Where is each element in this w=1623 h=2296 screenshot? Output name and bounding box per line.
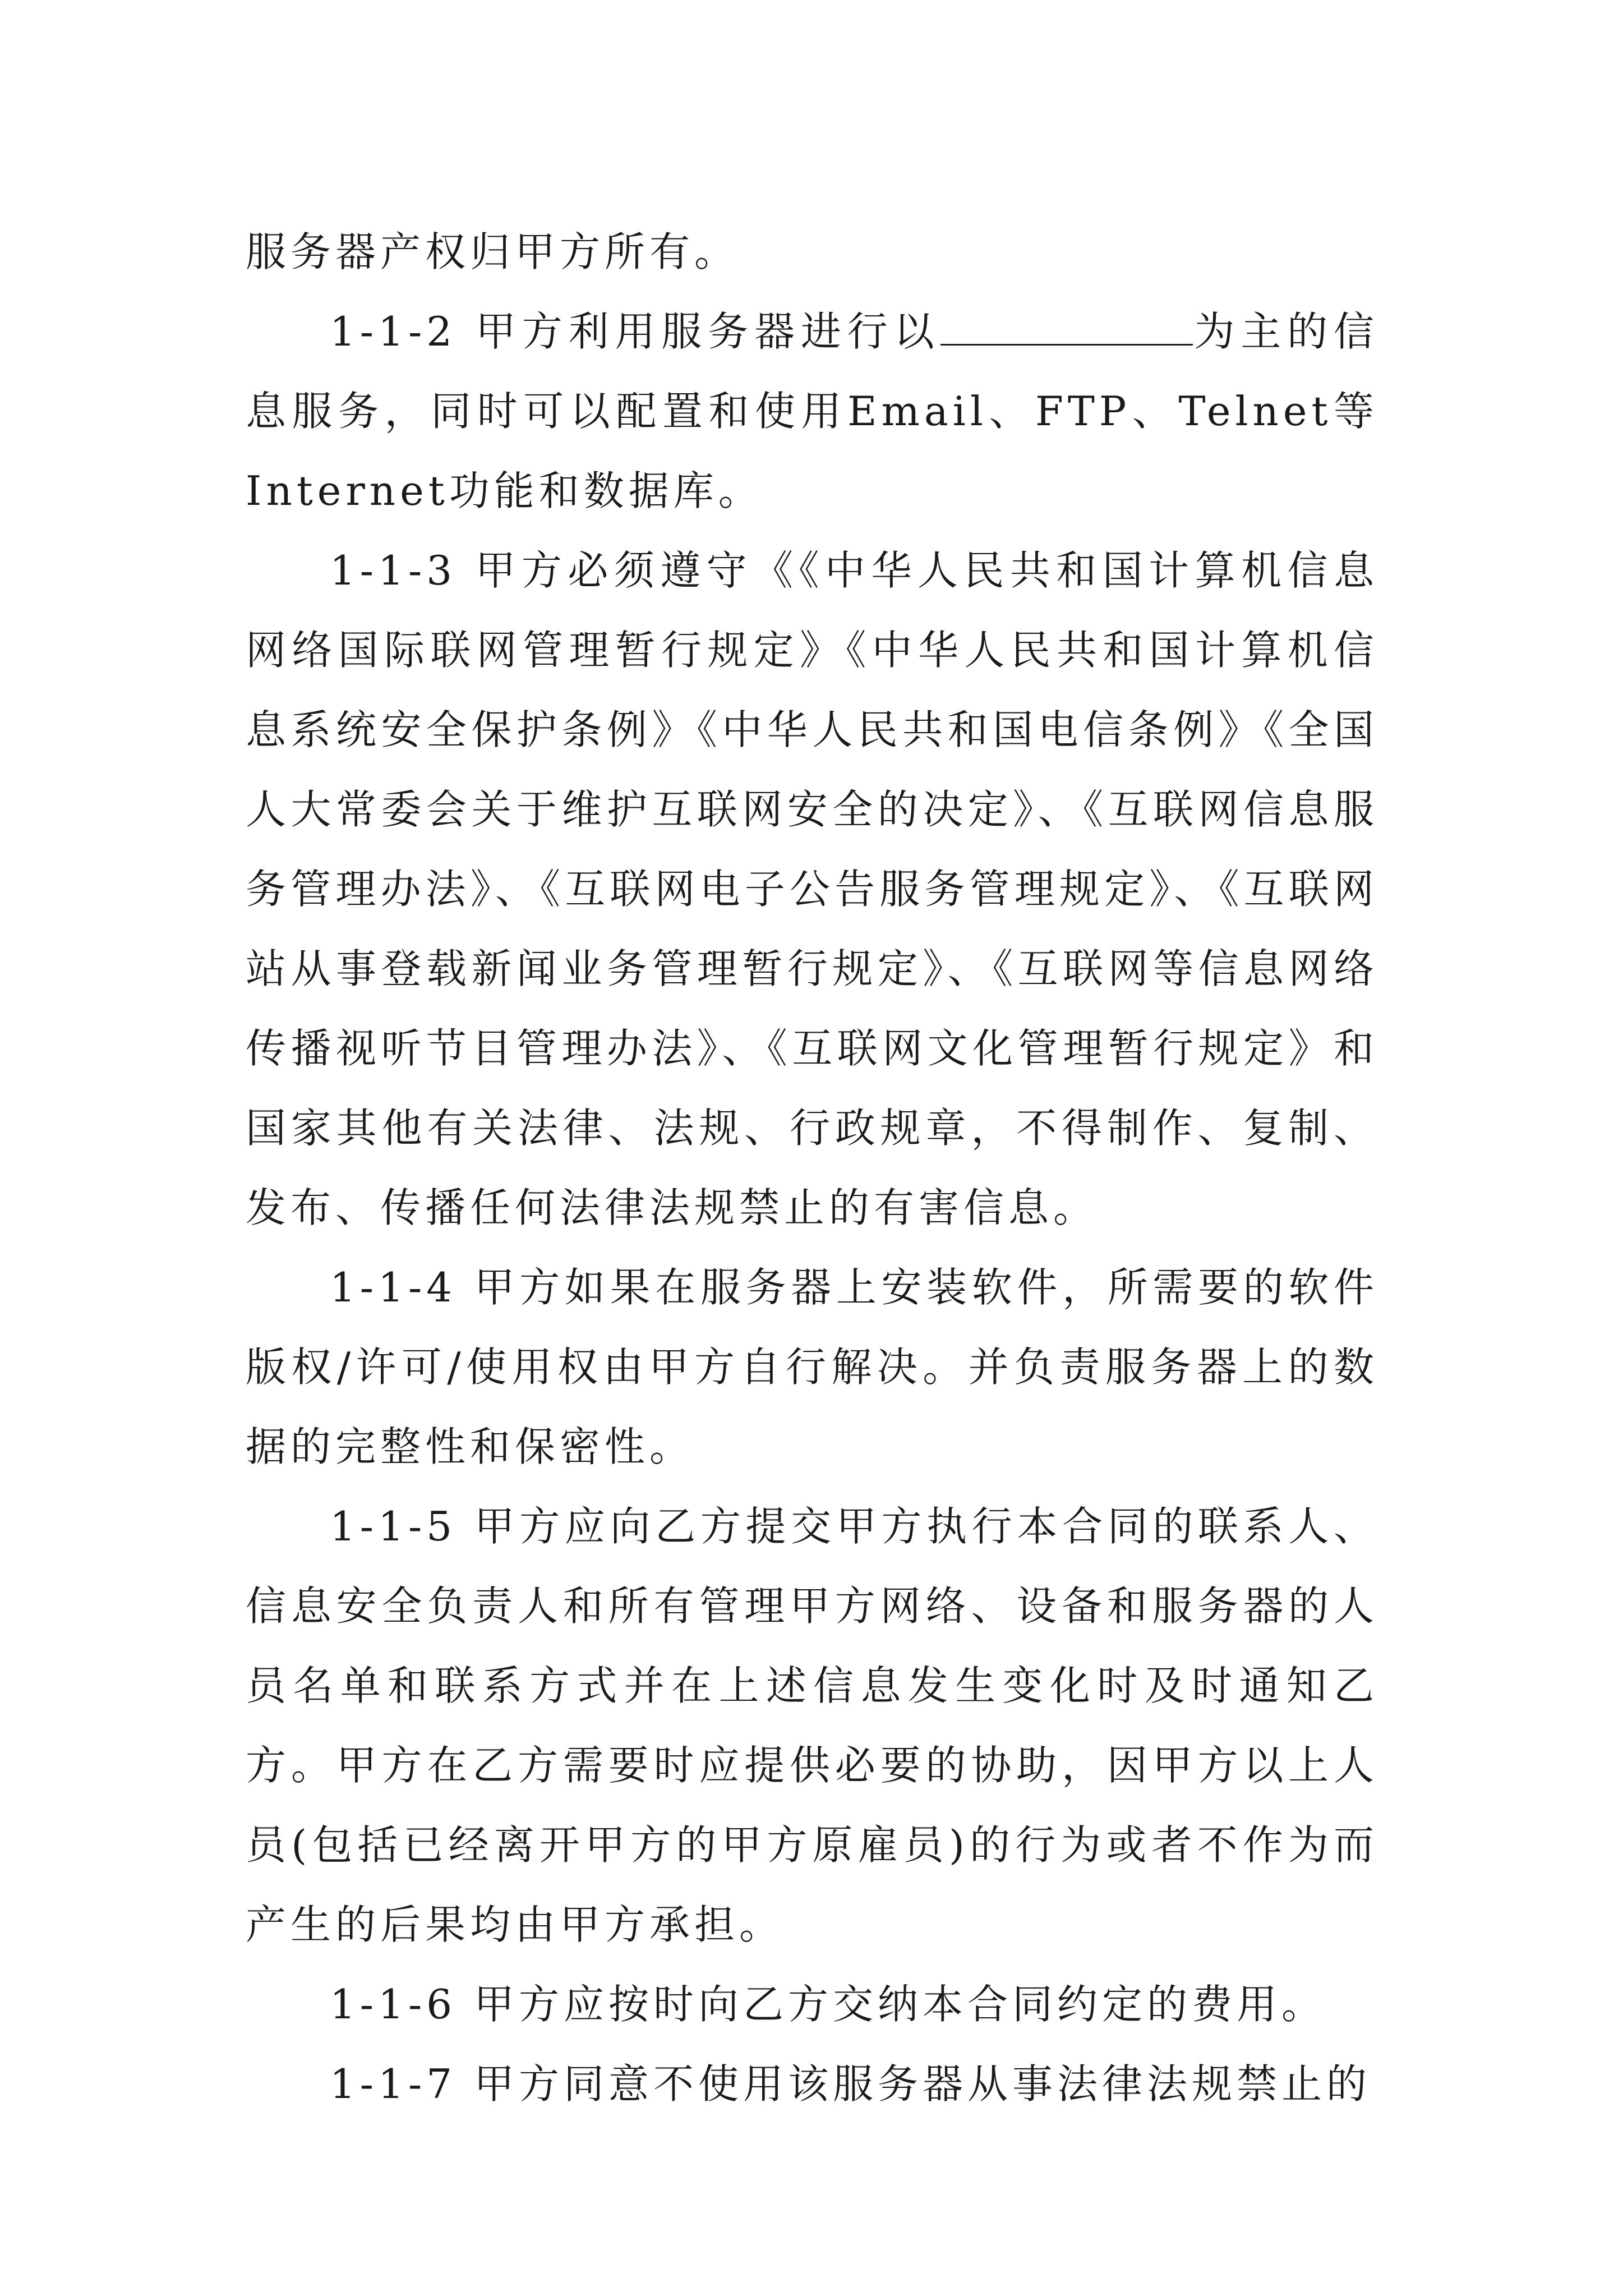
- paragraph-1-1-2: [246, 292, 1378, 531]
- paragraph-1-1-5: 1-1-5 甲方应向乙方提交甲方执行本合同的联系人、信息安全负责人和所有管理甲方网络、设备和服务器的人员名单和联系方式并在上述信息发生变化时及时通知乙方。甲方在乙方需要时应提供必要的协助，因甲方以上人员(包括已经离开甲方的甲方原雇员)的行为或者不作为而产生的后果均由甲方承担。: [246, 1503, 1378, 1948]
- paragraph-1-1-2-rest: 为主的信息服务，同时可以配置和使用Email、FTP、Telnet等Internet功能和数据库。: [246, 308, 1378, 514]
- document-body: [246, 212, 1378, 2124]
- paragraph-1-1-3: 1-1-3 甲方必须遵守《《中华人民共和国计算机信息网络国际联网管理暂行规定》《中华人民共和国计算机信息系统安全保护条例》《中华人民共和国电信条例》《全国人大常委会关于维护互联网安全的决定》、《互联网信息服务管理办法》、《互联网电子公告服务管理规定》、《互联网站从事登载新闻业务管理暂行规定》、《互联网等信息网络传播视听节目管理办法》、《互联网文化管理暂行规定》和国家其他有关法律、法规、行政规章，不得制作、复制、发布、传播任何法律法规禁止的有害信息。: [246, 547, 1378, 1231]
- paragraph-1-1-4: 1-1-4 甲方如果在服务器上安装软件，所需要的软件版权/许可/使用权由甲方自行解决。并负责服务器上的数据的完整性和保密性。: [246, 1264, 1378, 1470]
- paragraph-1-1-6: 1-1-6 甲方应按时向乙方交纳本合同约定的费用。: [330, 1981, 1326, 2028]
- fill-in-blank: [940, 310, 1193, 346]
- paragraph-ownership: 服务器产权归甲方所有。: [246, 228, 740, 275]
- paragraph-1-1-7: 1-1-7 甲方同意不使用该服务器从事法律法规禁止的: [330, 2060, 1371, 2108]
- paragraph-1-1-2-lead: 1-1-2 甲方利用服务器进行以: [330, 308, 940, 355]
